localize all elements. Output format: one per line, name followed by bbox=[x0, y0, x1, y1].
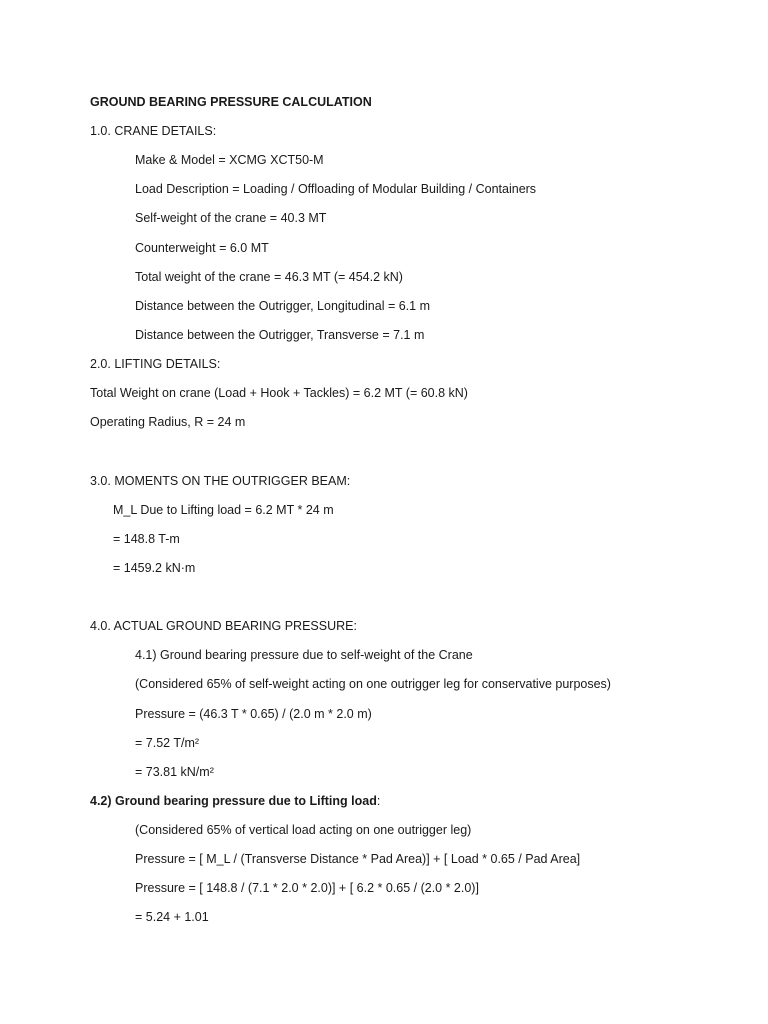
subsection-4-2-formula: Pressure = [ M_L / (Transverse Distance * Pad Area)] + [ Load * 0.65 / Pad Area] bbox=[135, 852, 581, 866]
subsection-4-2-heading-colon: : bbox=[376, 794, 381, 808]
self-weight-line: Self-weight of the crane = 40.3 MT bbox=[135, 211, 327, 225]
subsection-4-2-substituted: Pressure = [ 148.8 / (7.1 * 2.0 * 2.0)] + [ 6.2 * 0.65 / (2.0 * 2.0)] bbox=[135, 881, 479, 895]
document-title: GROUND BEARING PRESSURE CALCULATION bbox=[90, 95, 372, 109]
moment-formula-line: M_L Due to Lifting load = 6.2 MT * 24 m bbox=[113, 503, 334, 517]
outrigger-longitudinal-line: Distance between the Outrigger, Longitudinal = 6.1 m bbox=[135, 299, 430, 313]
subsection-4-2-heading: 4.2) Ground bearing pressure due to Lifting load bbox=[90, 794, 377, 808]
subsection-4-1-result-t: = 7.52 T/m² bbox=[135, 736, 200, 750]
make-model-line: Make & Model = XCMG XCT50-M bbox=[135, 153, 324, 167]
total-weight-on-crane-line: Total Weight on crane (Load + Hook + Tackles) = 6.2 MT (= 60.8 kN) bbox=[90, 386, 468, 400]
section-1-heading: 1.0. CRANE DETAILS: bbox=[90, 124, 217, 138]
outrigger-transverse-line: Distance between the Outrigger, Transverse = 7.1 m bbox=[135, 328, 425, 342]
moment-tm-line: = 148.8 T-m bbox=[113, 532, 180, 546]
subsection-4-2-result: = 5.24 + 1.01 bbox=[135, 910, 209, 924]
operating-radius-line: Operating Radius, R = 24 m bbox=[90, 415, 246, 429]
subsection-4-2-note: (Considered 65% of vertical load acting on one outrigger leg) bbox=[135, 823, 472, 837]
counterweight-line: Counterweight = 6.0 MT bbox=[135, 241, 269, 255]
load-description-line: Load Description = Loading / Offloading of Modular Building / Containers bbox=[135, 182, 537, 196]
total-weight-line: Total weight of the crane = 46.3 MT (= 454.2 kN) bbox=[135, 270, 403, 284]
section-4-heading: 4.0. ACTUAL GROUND BEARING PRESSURE: bbox=[90, 619, 357, 633]
section-2-heading: 2.0. LIFTING DETAILS: bbox=[90, 357, 221, 371]
subsection-4-1-note: (Considered 65% of self-weight acting on one outrigger leg for conservative purposes) bbox=[135, 677, 611, 691]
subsection-4-1-result-kn: = 73.81 kN/m² bbox=[135, 765, 214, 779]
subsection-4-1-formula: Pressure = (46.3 T * 0.65) / (2.0 m * 2.0 m) bbox=[135, 707, 372, 721]
subsection-4-1-heading: 4.1) Ground bearing pressure due to self-weight of the Crane bbox=[135, 648, 473, 662]
moment-knm-line: = 1459.2 kN·m bbox=[113, 561, 196, 575]
subsection-4-2-heading-line bbox=[90, 793, 380, 809]
section-3-heading: 3.0. MOMENTS ON THE OUTRIGGER BEAM: bbox=[90, 474, 351, 488]
